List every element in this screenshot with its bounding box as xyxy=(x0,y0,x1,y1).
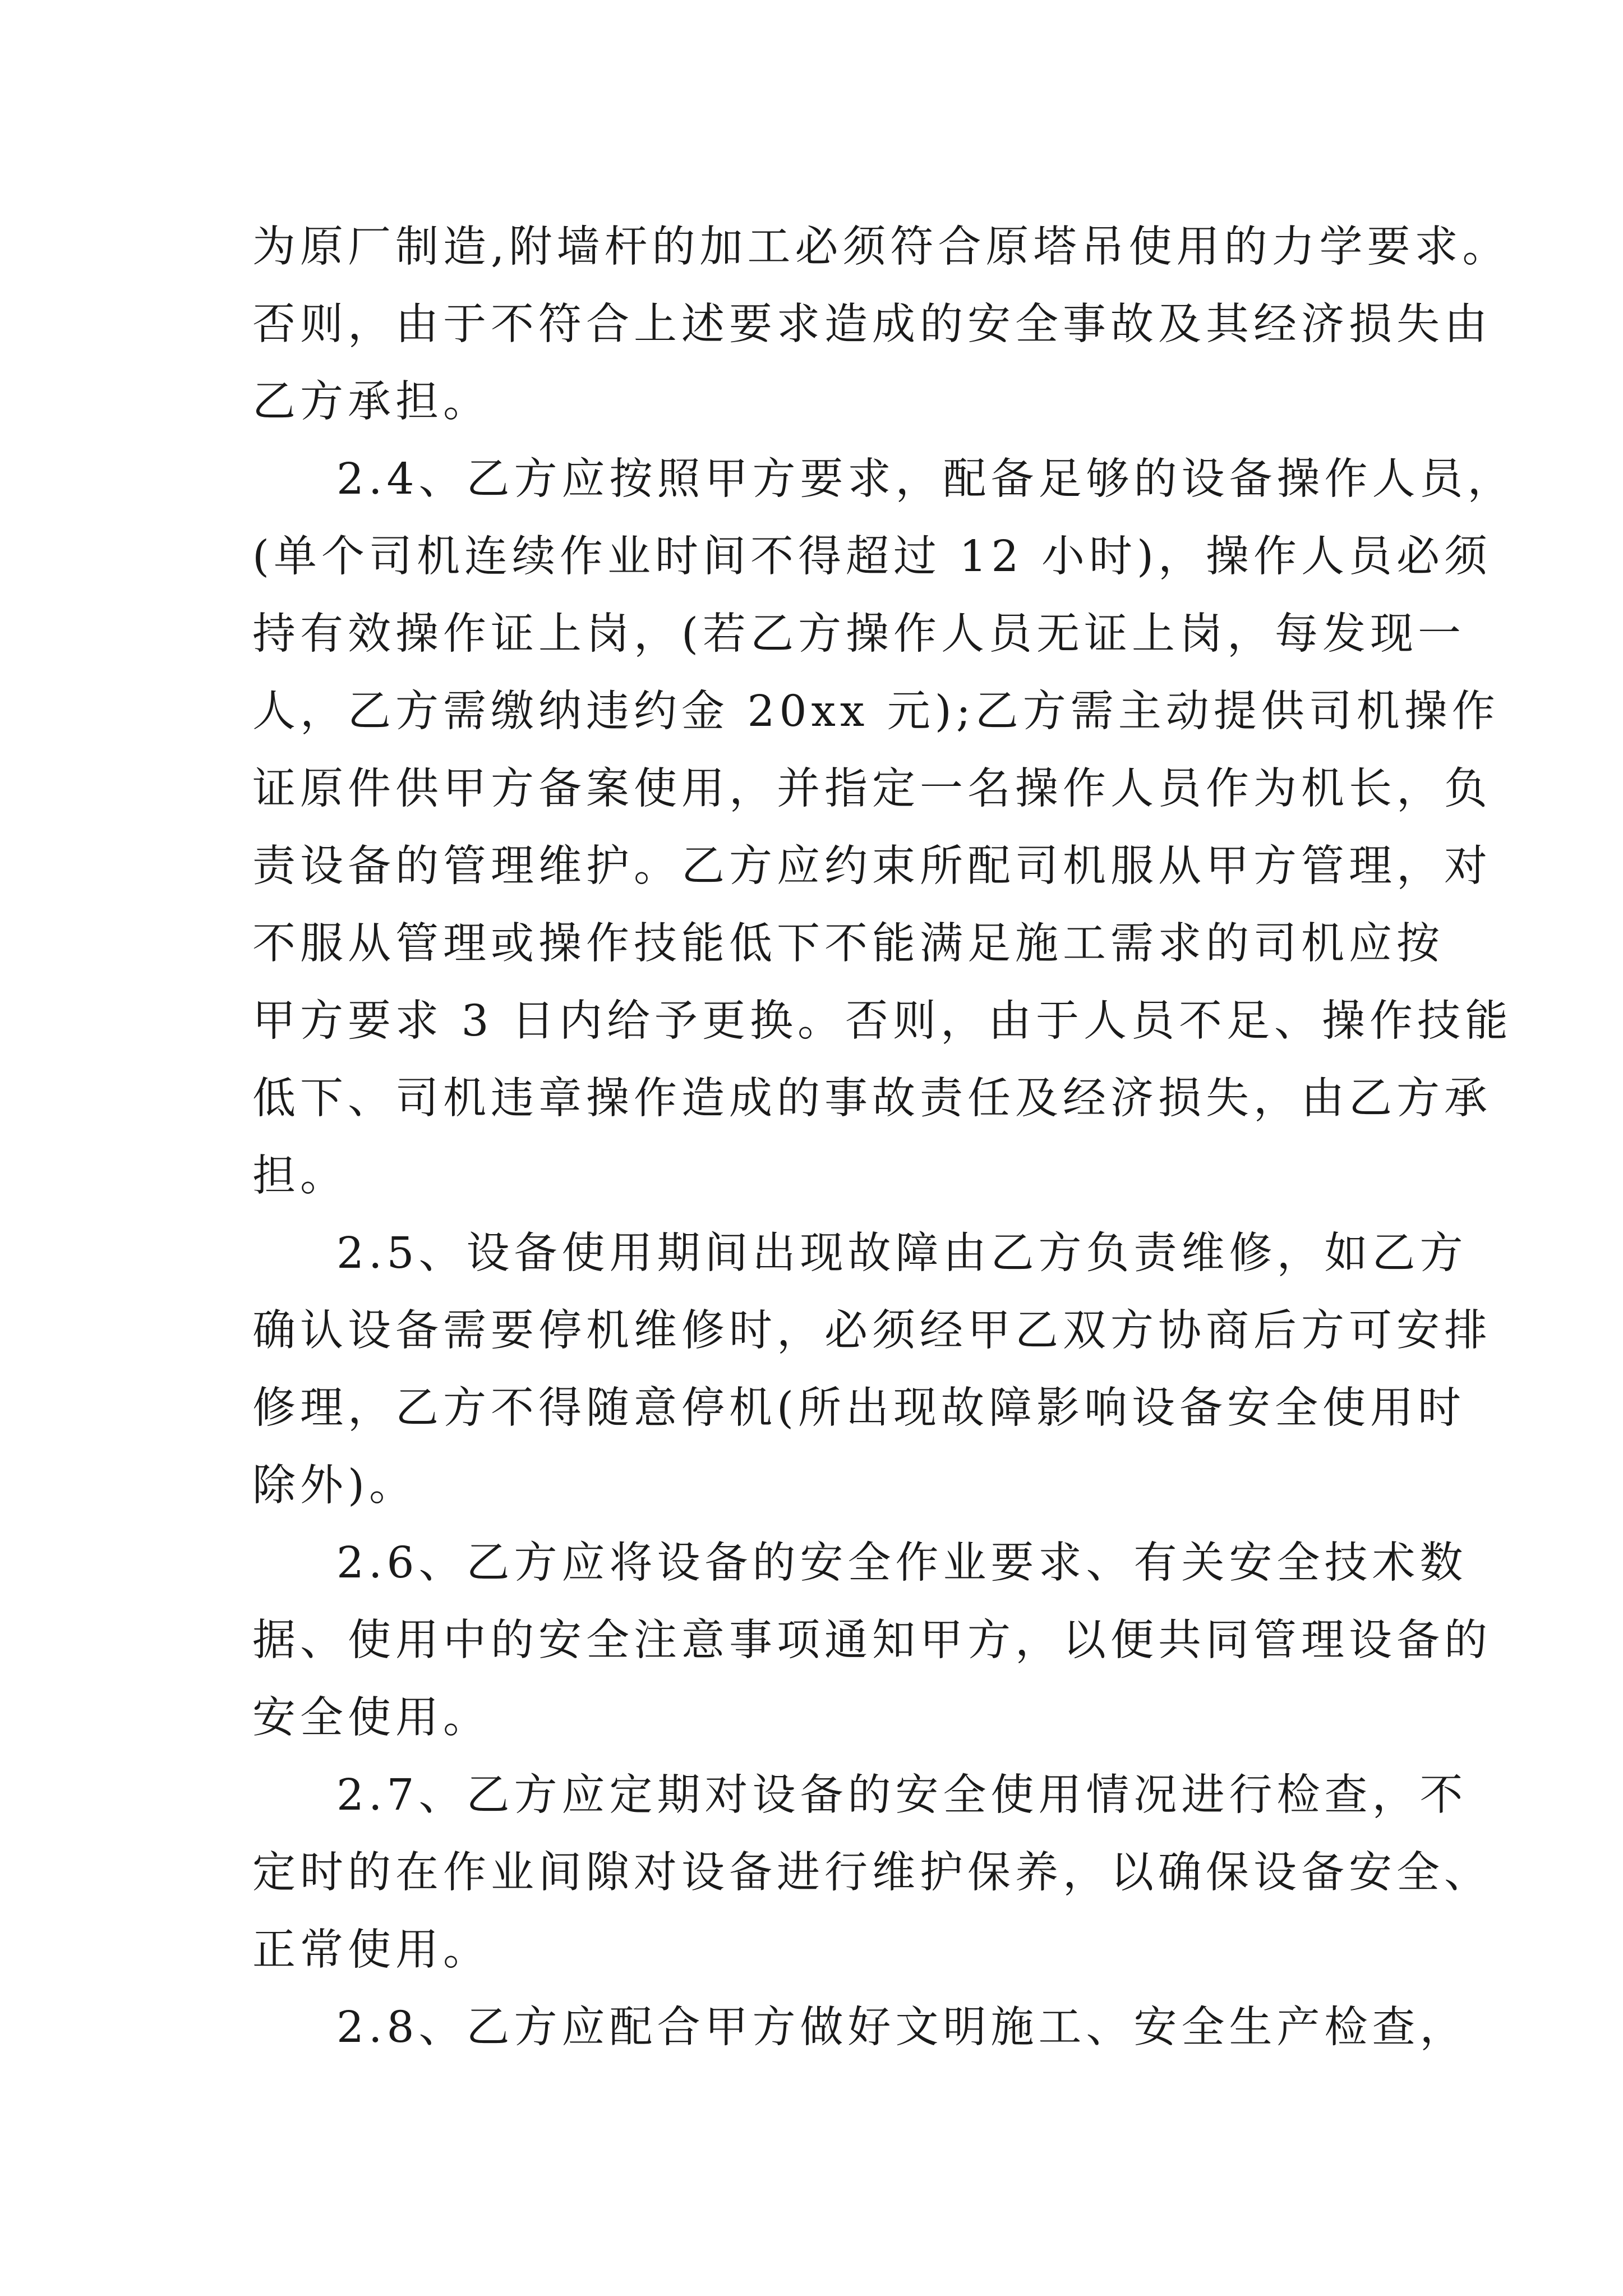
text-line: 责设备的管理维护。乙方应约束所配司机服从甲方管理，对 xyxy=(252,841,1492,891)
text-line: 除外)。 xyxy=(252,1461,417,1511)
text-line: 确认设备需要停机维修时，必须经甲乙双方协商后方可安排 xyxy=(252,1306,1492,1356)
text-line: (单个司机连续作业时间不得超过 12 小时)，操作人员必须 xyxy=(252,532,1492,582)
text-line: 人，乙方需缴纳违约金 20xx 元);乙方需主动提供司机操作 xyxy=(252,687,1500,737)
text-line: 甲方要求 3 日内给予更换。否则，由于人员不足、操作技能 xyxy=(252,996,1513,1046)
text-line: 证原件供甲方备案使用，并指定一名操作人员作为机长，负 xyxy=(252,764,1492,814)
text-line: 为原厂制造,附墙杆的加工必须符合原塔吊使用的力学要求。 xyxy=(252,222,1510,272)
text-line: 否则，由于不符合上述要求造成的安全事故及其经济损失由 xyxy=(252,300,1492,349)
clause-2-8-heading-line: 2.8、乙方应配合甲方做好文明施工、安全生产检查， xyxy=(336,2003,1468,2053)
text-line: 担。 xyxy=(252,1151,348,1201)
document-body xyxy=(252,209,1515,2067)
text-line: 持有效操作证上岗，(若乙方操作人员无证上岗，每发现一 xyxy=(252,609,1466,659)
clause-2-4-heading-line: 2.4、乙方应按照甲方要求，配备足够的设备操作人员， xyxy=(336,454,1515,504)
text-line: 乙方承担。 xyxy=(252,377,491,427)
text-line: 低下、司机违章操作造成的事故责任及经济损失，由乙方承 xyxy=(252,1074,1492,1124)
clause-2-6-heading-line: 2.6、乙方应将设备的安全作业要求、有关安全技术数 xyxy=(336,1538,1468,1588)
text-line: 安全使用。 xyxy=(252,1693,491,1743)
text-line: 正常使用。 xyxy=(252,1925,491,1975)
text-line: 修理，乙方不得随意停机(所出现故障影响设备安全使用时 xyxy=(252,1383,1466,1433)
clause-2-5-heading-line: 2.5、设备使用期间出现故障由乙方负责维修，如乙方 xyxy=(336,1228,1468,1278)
text-line: 据、使用中的安全注意事项通知甲方，以便共同管理设备的 xyxy=(252,1616,1492,1665)
clause-2-7-heading-line: 2.7、乙方应定期对设备的安全使用情况进行检查，不 xyxy=(336,1770,1468,1820)
text-line: 定时的在作业间隙对设备进行维护保养，以确保设备安全、 xyxy=(252,1848,1492,1898)
text-line: 不服从管理或操作技能低下不能满足施工需求的司机应按 xyxy=(252,919,1444,969)
